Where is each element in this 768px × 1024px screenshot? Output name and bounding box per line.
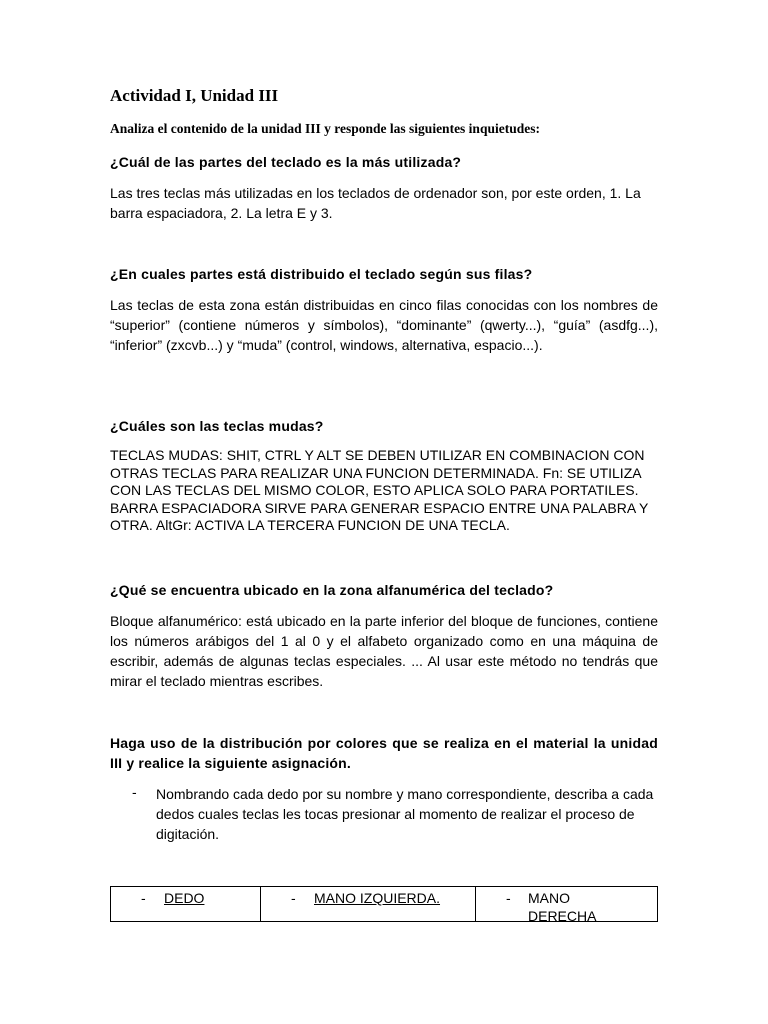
document-title: Actividad I, Unidad III — [110, 86, 279, 105]
header-dedo: DEDO — [164, 890, 205, 906]
question-5: Haga uso de la distribución por colores que se realiza en el material la unidad III y realice la siguiente asignación. — [110, 735, 658, 771]
cell-dash: - — [506, 890, 511, 906]
question-2: ¿En cuales partes está distribuido el teclado según sus filas? — [110, 266, 533, 282]
answer-3: TECLAS MUDAS: SHIT, CTRL Y ALT SE DEBEN UTILIZAR EN COMBINACION CON OTRAS TECLAS PARA REALIZAR UNA FUNCION DETERMINADA. Fn: SE UTILIZA CON LAS TECLAS DEL MISMO COLOR, ESTO APLICA SOLO PARA PORTATILES. BARRA ESPACIADORA SIRVE PARA GENERAR ESPACIO ENTRE UNA PALABRA Y OTRA. AltGr: ACTIVA LA TERCERA FUNCION DE UNA TECLA. — [110, 447, 649, 533]
bullet-marker: - — [132, 784, 137, 800]
document-subtitle: Analiza el contenido de la unidad III y responde las siguientes inquietudes: — [110, 121, 540, 136]
question-3: ¿Cuáles son las teclas mudas? — [110, 418, 324, 434]
answer-4: Bloque alfanumérico: está ubicado en la parte inferior del bloque de funciones, contiene los números arábigos del 1 al 0 y el alfabeto organizado como en una máquina de escribir, además de algunas teclas especiales. ... Al usar este método no tendrás que mirar el teclado mientras escribes. — [110, 613, 658, 689]
question-1: ¿Cuál de las partes del teclado es la más utilizada? — [110, 154, 462, 170]
answer-2: Las teclas de esta zona están distribuidas en cinco filas conocidas con los nombres de “superior” (contiene números y símbolos), “dominante” (qwerty...), “guía” (asdfg...), “inferior” (zxcvb...) y “muda” (control, windows, alternativa, espacio...). — [110, 297, 658, 353]
instruction-bullet: Nombrando cada dedo por su nombre y mano correspondiente, describa a cada dedos cuales teclas les tocas presionar al momento de realizar el proceso de digitación. — [156, 786, 654, 842]
header-mano-derecha: MANO DERECHA — [528, 890, 597, 924]
cell-dash: - — [291, 890, 296, 906]
question-4: ¿Qué se encuentra ubicado en la zona alfanumérica del teclado? — [110, 582, 554, 598]
table-cell-mano-izquierda — [261, 887, 476, 921]
assignment-table — [110, 886, 658, 922]
answer-1: Las tres teclas más utilizadas en los teclados de ordenador son, por este orden, 1. La barra espaciadora, 2. La letra E y 3. — [110, 185, 641, 221]
table-cell-mano-derecha — [476, 887, 657, 924]
header-mano-izquierda: MANO IZQUIERDA. — [314, 890, 441, 906]
cell-dash: - — [141, 890, 146, 906]
table-cell-dedo — [111, 887, 261, 921]
